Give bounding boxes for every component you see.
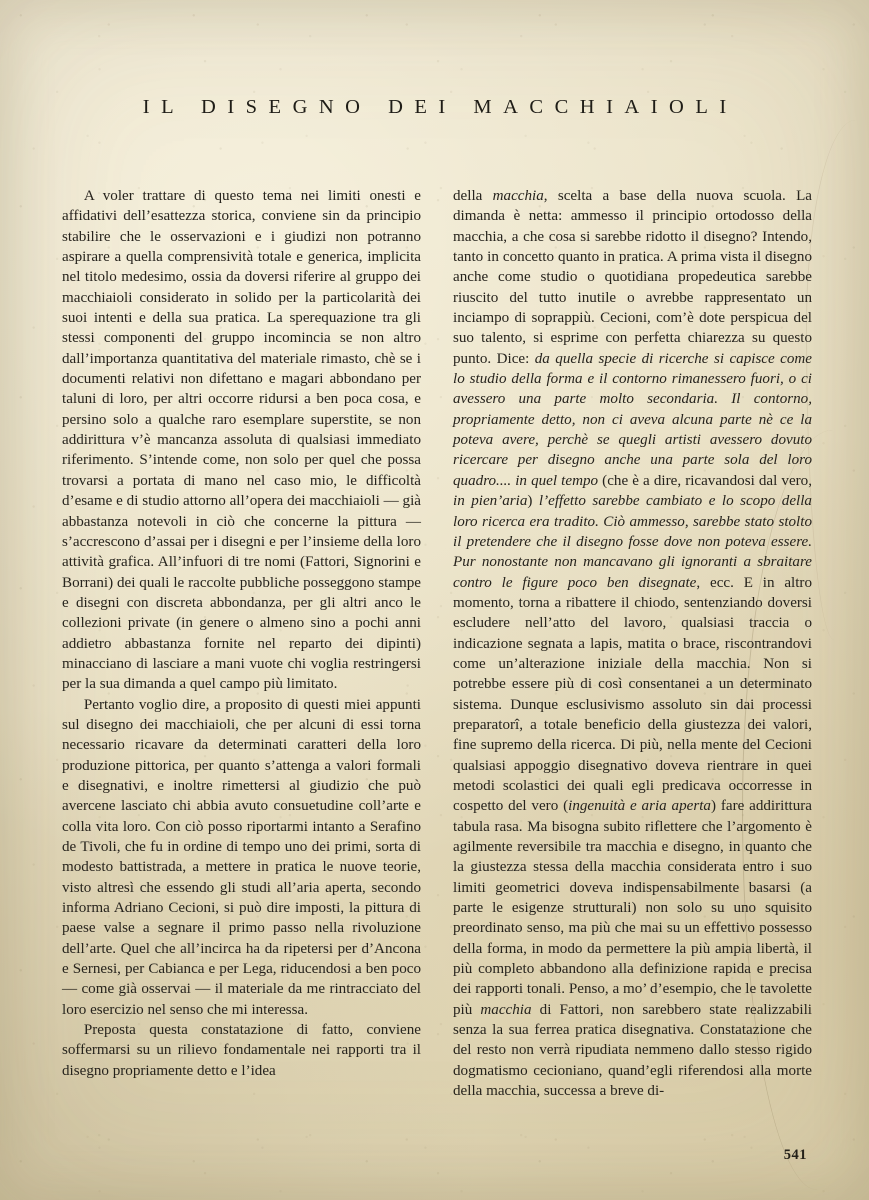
paragraph bbox=[453, 186, 812, 1101]
text-run: , ecc. E in altro momento, torna a ribattere il chiodo, sentenziando doversi escludere nell’atto del lavoro, qualsiasi traccia o indicazione segnata a lapis, matita o brace, riscontrandovi come un’alterazione iniziale della macchia. Non si potrebbe essere più di così consentanei a un determinato sistema. Dunque esclusivismo assoluto sin dai processi preparatorî, a totale beneficio della giustezza dei valori, fine supremo della ricerca. Di più, nella mente del Cecioni qualsiasi appoggio disegnativo doveva rientrare in quei metodi scolastici dei quali egli predicava occorresse in cospetto del vero ( bbox=[453, 574, 812, 815]
italic-quotation-run: ingenuità e aria aperta bbox=[568, 798, 711, 815]
italic-quotation-run: da quella specie di ricerche si capisce come lo studio della forma e il contorno rimanessero fuori, o ci avessero una parte molto secondaria. Il contorno, propriamente detto, non ci aveva alcuna parte nè ce la poteva avere, perchè se quegli artisti avessero dovuto ricercare per disegno anche una parte sola del loro quadro.... in quel tempo bbox=[453, 350, 812, 489]
text-column-right bbox=[453, 186, 812, 1101]
text-run: , scelta a base della nuova scuola. La dimanda è netta: ammesso il principio ortodosso della macchia, a che cosa si sarebbe ridotto il disegno? Intendo, tanto in concetto quanto in pratica. A prima vista il disegno anche come studio o quotidiana propedeutica sarebbe riuscito del tutto inutile o avrebbe rappresentato un inciampo di soprappiù. Cecioni, com’è dote perspicua del suo talento, si esprime con perfetta chiarezza su questo punto. Dice: bbox=[453, 188, 812, 367]
text-column-left bbox=[62, 186, 421, 1101]
italic-quotation-run: in pien’aria bbox=[453, 493, 528, 510]
paragraph: Preposta questa constatazione di fatto, conviene soffermarsi su un rilievo fondamentale nei rapporti tra il disegno propriamente detto e l’idea bbox=[62, 1022, 421, 1079]
text-run: ) fare addirittura tabula rasa. Ma bisogna subito riflettere che l’argomento è agilmente reversibile tra macchia e disegno, in quanto che la giustezza stessa della macchia considerata entro i suo limiti geometrici doveva indispensabilmente basarsi (a parte le esigenze strutturali) non solo su uno squisito preordinato senso, ma più che mai su un effettivo possesso della forma, in modo da permettere la più ampia libertà, il più completo abbandono alla definizione rapida e precisa dei rapporti tonali. Penso, a mo’ d’esempio, che le tavolette più bbox=[453, 798, 813, 1018]
italic-quotation-run: macchia bbox=[480, 1001, 532, 1018]
paper-crease-line-secondary bbox=[806, 120, 869, 640]
text-run: di Fattori, non sarebbero state realizzabili senza la sua ferrea pratica disegnativa. Constatazione che del resto non verrà ripudiata nemmeno dallo stesso rigido dogmatismo cecioniano, quand’egli riferendosi alla morte della macchia, successa a breve di- bbox=[453, 1001, 813, 1100]
italic-quotation-run: l’effetto sarebbe cambiato e lo scopo della loro ricerca era tradito. Ciò ammesso, sarebbe stato stolto il pretendere che il disegno fosse dove non poteva essere. Pur nonostante non mancavano gli ignoranti a sbraitare contro le figure poco ben disegnate bbox=[453, 493, 812, 591]
page-number: 541 bbox=[783, 1147, 807, 1163]
paragraph: Pertanto voglio dire, a proposito di questi miei appunti sul disegno dei macchiaioli, che per alcuni di essi torna necessario ricavare da determinati caratteri della loro produzione pittorica, per quanto s’attenga a valori formali e disegnativi, e inoltre rimettersi al giudizio che può avercene lasciato chi abbia avuto consuetudine coll’arte e colla vita loro. Con ciò posso riportarmi intanto a Serafino de Tivoli, che fu in ordine di tempo uno dei primi, sorta di modesto battistrada, a mettere in pratica le nuove teorie, visto altresì che essendo gli studi all’aria aperta, secondo informa Adriano Cecioni, si può dire imposti, la pittura di paese valse a segnare il primo passo nella rivoluzione dell’arte. Quel che all’incirca ha da ripetersi per d’Ancona e Sernesi, per Cabianca e per Lega, riducendosi a ben poco — come già osservai — il materiale da me rintracciato del loro esercizio nel senso che mi interessa. bbox=[62, 696, 421, 1018]
two-column-body bbox=[62, 186, 812, 1101]
paragraph: A voler trattare di questo tema nei limiti onesti e affidativi dell’esattezza storica, conviene sin da principio stabilire che le osservazioni e i giudizi non potranno aspirare a quella comprensività totale e generica, implicita nel titolo medesimo, ossia da doversi riferire al gruppo dei macchiaioli considerato in solido per la particolarità dei suoi intenti e della sua pratica. La sperequazione tra gli stessi componenti del gruppo incomincia se non altro dall’importanza quantitativa del materiale rimasto, chè se i documenti relativi non difettano e magari abbondano per taluni di loro, per altri occorre ridursi a ben poca cosa, e persino solo a qualche raro esemplare superstite, se non addirittura v’è mancanza assoluta di qualsiasi immediato riferimento. S’intende come, non solo per quel che possa trovarsi a portata di mano nel caso mio, le difficoltà d’esame e di studio attorno all’opera dei macchiaioli — già abbastanza notevoli in ciò che concerne la pittura — s’accrescono d’assai per i disegni e per l’insieme della loro attività grafica. All’infuori di tre nomi (Fattori, Signorini e Borrani) dei quali le raccolte pubbliche posseggono stampe e disegni con discreta abbondanza, per gli altri anco le collezioni private (in genere o almeno sino a pochi anni addietro abbastanza fornite nel reparto dei dipinti) minacciano di lasciare a mani vuote chi voglia restringersi per la sua dimanda a quel campo più limitato. bbox=[62, 188, 421, 693]
text-run: (che è a dire, ricavandosi dal vero, bbox=[602, 472, 812, 489]
text-run: ) bbox=[527, 493, 539, 510]
text-run: della bbox=[453, 188, 493, 204]
italic-quotation-run: macchia bbox=[492, 188, 544, 204]
page-title: IL DISEGNO DEI MACCHIAIOLI bbox=[142, 95, 738, 118]
